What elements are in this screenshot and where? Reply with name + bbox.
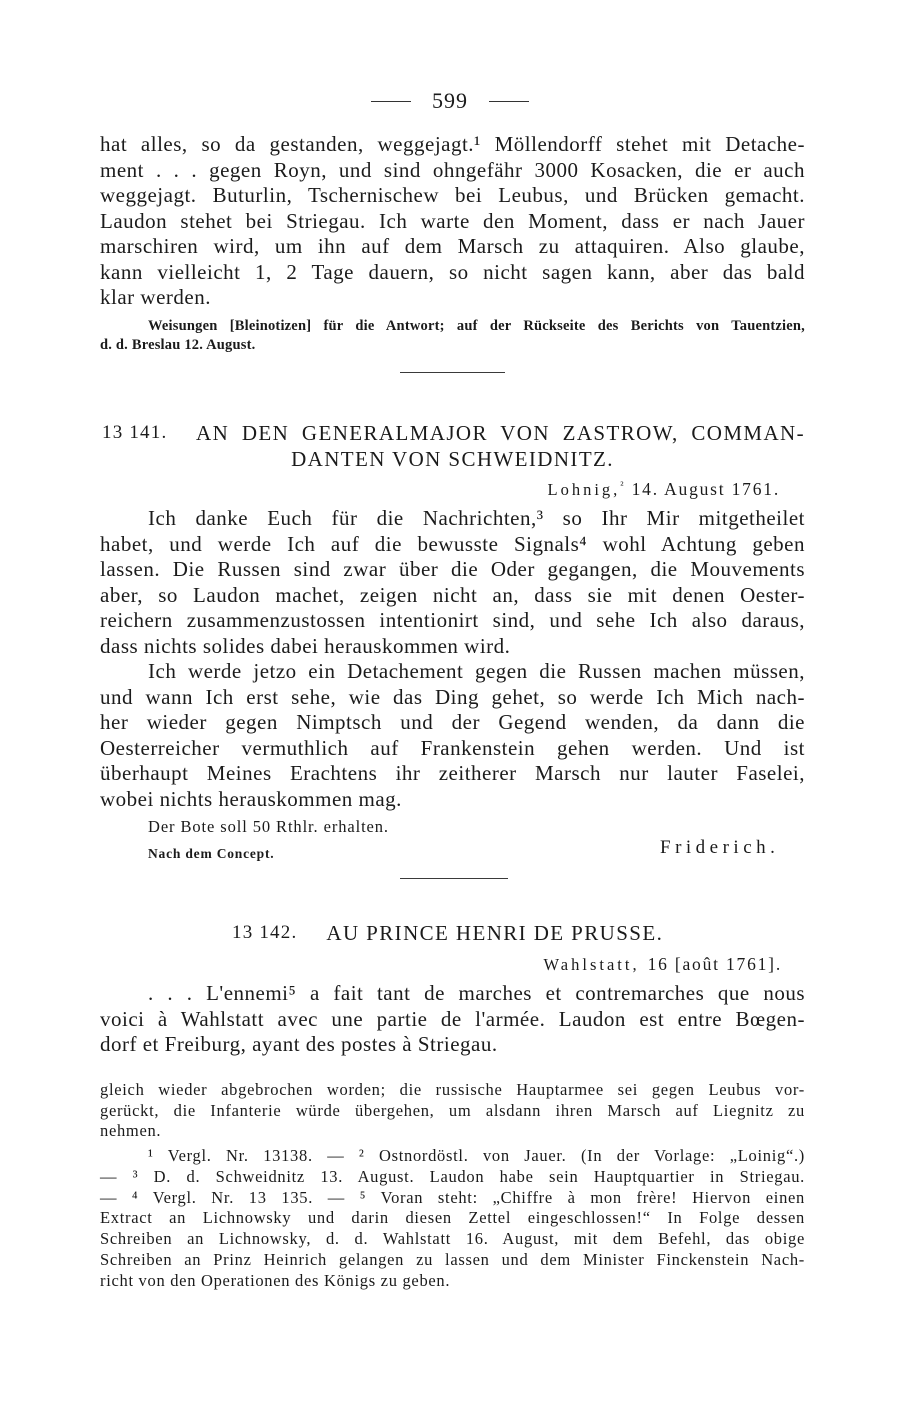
dateline-date: 16 [août 1761]. [647, 954, 782, 974]
letter-body-line: her wieder gegen Nimptsch und der Gegend wenden, da dann die [100, 710, 805, 734]
footnote-line: — ³ D. d. Schweidnitz 13. August. Laudon habe sein Hauptquartier in Striegau. [100, 1166, 805, 1186]
dateline [547, 478, 780, 502]
letter-body-line: habet, und werde Ich auf die bewusste Signals⁴ wohl Achtung geben [100, 531, 805, 556]
letter-body-line: und wann Ich erst sehe, wie das Ding gehet, so werde Ich Mich nach- [100, 684, 805, 709]
page-number: 599 [432, 88, 468, 113]
footnotes [100, 1146, 805, 1292]
section-divider [400, 878, 508, 879]
continuation-line: marschiren wird, um ihn auf dem Marsch zu attaquiren. Also glaube, [100, 234, 805, 258]
letter-body-line: reichern zusammenzustossen intentionirt sind, und sehe Ich also daraus, [100, 608, 805, 632]
continuation-paragraph [100, 132, 805, 311]
letter-title: AU PRINCE HENRI DE PRUSSE. [326, 921, 664, 945]
letter-body-line: wobei nichts herauskommen mag. [100, 786, 402, 811]
footnote-continuation-line: gleich wieder abgebrochen worden; die russische Hauptarmee sei gegen Leubus vor- [100, 1080, 805, 1099]
continuation-line: kann vielleicht 1, 2 Tage dauern, so nicht sagen kann, aber das bald [100, 259, 805, 284]
letter-body-line: aber, so Laudon machet, zeigen nicht an, dass sie mit denen Oester- [100, 582, 805, 607]
letter-title-line: AN DEN GENERALMAJOR VON ZASTROW, COMMAN- [196, 421, 805, 445]
letter-number: 13 141. [102, 422, 168, 443]
footnote-continuation-line: nehmen. [100, 1121, 162, 1140]
footnote-continuation [100, 1080, 805, 1142]
footnote-line: — ⁴ Vergl. Nr. 13 135. — ⁵ Voran steht: „Chiffre à mon frère! Hiervon einen [100, 1187, 805, 1207]
footnote-line: ¹ Vergl. Nr. 13138. — ² Ostnordöstl. von Jauer. (In der Vorlage: „Loinig“.) [148, 1146, 805, 1165]
letter-body-line: . . . L'ennemi⁵ a fait tant de marches et contremarches que nous [148, 981, 805, 1005]
letter-title-line: DANTEN VON SCHWEIDNITZ. [291, 447, 614, 471]
editorial-note-line: Weisungen [Bleinotizen] für die Antwort; auf der Rückseite des Berichts von Tauentzien, [148, 318, 805, 334]
dateline-date: 14. August 1761. [631, 479, 780, 499]
footnote-line: Extract an Lichnowsky und darin diesen Zettel eingeschlossen!“ In Folge dessen [100, 1208, 805, 1228]
continuation-line: klar werden. [100, 285, 211, 309]
letter-heading-13141 [102, 420, 805, 446]
dateline-place: Lohnig, [547, 480, 621, 499]
postscript: Der Bote soll 50 Rthlr. erhalten. [148, 817, 389, 836]
editorial-note [100, 317, 805, 354]
dateline [544, 953, 782, 977]
source-note: Nach dem Concept. [148, 846, 275, 861]
letter-body-line: Oesterreicher vermuthlich auf Frankenstein gehen werden. Und ist [100, 735, 805, 760]
continuation-line: ment . . . gegen Royn, und sind ohngefähr 3000 Kosacken, die er auch [100, 157, 805, 182]
page-number-rule-left [371, 101, 411, 102]
signature: Friderich. [660, 837, 780, 858]
page-header [0, 88, 900, 114]
letter-body-13141 [100, 506, 805, 812]
letter-body-line: voici à Wahlstatt avec une partie de l'armée. Laudon est entre Bœgen- [100, 1006, 805, 1031]
letter-body-line: dass nichts solides dabei herauskommen wird. [100, 633, 511, 658]
dateline-footnote-marker: ² [620, 479, 624, 492]
letter-heading-13142 [232, 920, 663, 946]
continuation-line: Laudon stehet bei Striegau. Ich warte den Moment, dass er nach Jauer [100, 208, 805, 233]
dateline-place: Wahlstatt, [543, 955, 640, 974]
continuation-line: weggejagt. Buturlin, Tschernischew bei Leubus, und Brücken gemacht. [100, 183, 805, 207]
letter-number: 13 142. [232, 922, 298, 943]
page-number-rule-right [489, 101, 529, 102]
letter-body-13142 [100, 981, 805, 1058]
editorial-note-line: d. d. Breslau 12. August. [100, 336, 256, 353]
letter-body-line: dorf et Freiburg, ayant des postes à Striegau. [100, 1032, 498, 1056]
continuation-line: hat alles, so da gestanden, weggejagt.¹ Möllendorff stehet mit Detache- [100, 132, 805, 156]
letter-body-line: Ich danke Euch für die Nachrichten,³ so Ihr Mir mitgetheilet [148, 506, 805, 530]
letter-body-line: überhaupt Meines Erachtens ihr zeitherer Marsch nur lauter Faselei, [100, 761, 805, 785]
letter-body-line: Ich werde jetzo ein Detachement gegen die Russen machen müssen, [148, 659, 805, 683]
section-divider [400, 372, 505, 373]
footnote-line: Schreiben an Lichnowsky, d. d. Wahlstatt 16. August, mit dem Befehl, das obige [100, 1229, 805, 1249]
footnote-line: richt von den Operationen des Königs zu geben. [100, 1270, 451, 1290]
footnote-line: Schreiben an Prinz Heinrich gelangen zu lassen und dem Minister Finckenstein Nach- [100, 1249, 805, 1269]
letter-body-line: lassen. Die Russen sind zwar über die Oder gegangen, die Mouvements [100, 557, 805, 581]
footnote-continuation-line: gerückt, die Infanterie würde übergehen, um alsdann ihren Marsch auf Liegnitz zu [100, 1100, 805, 1120]
